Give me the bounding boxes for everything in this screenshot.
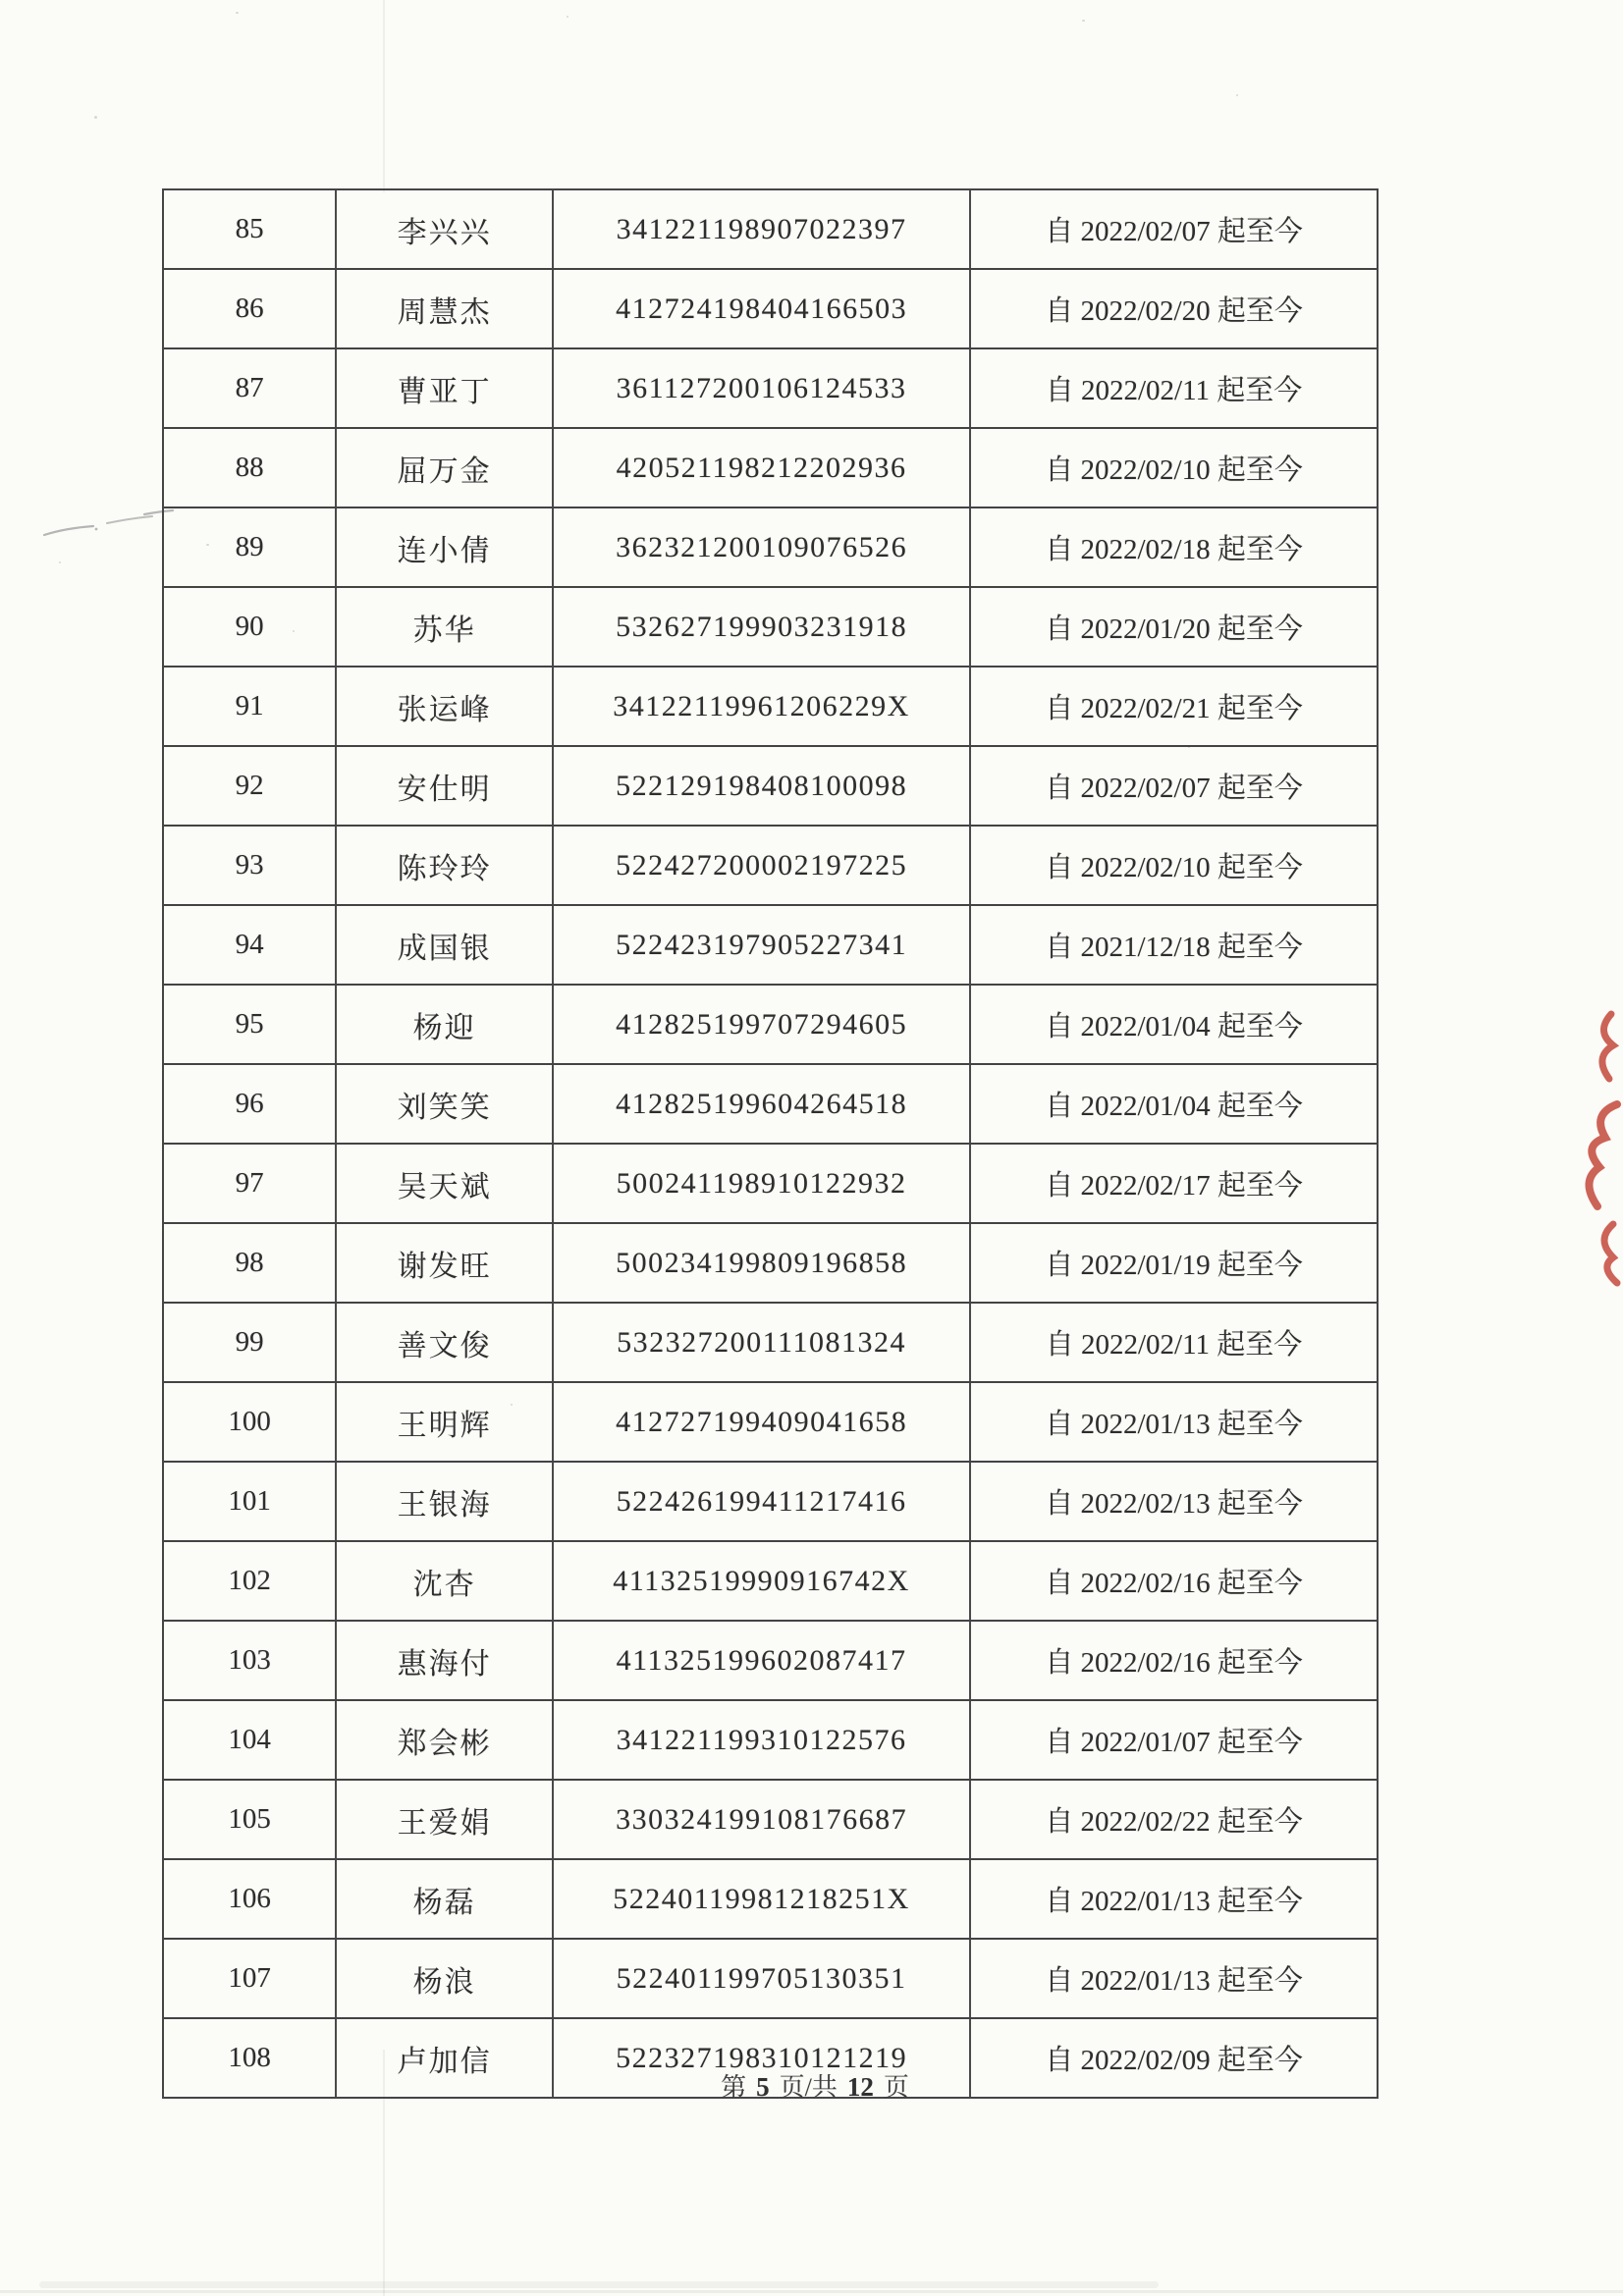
row-number: 95 [235,1008,264,1040]
person-name: 陈玲玲 [335,827,552,904]
red-stamp-artifact [1568,1006,1623,1291]
period-text: 自 2022/02/17 起至今 [969,1145,1377,1222]
id-number: 500241198910122932 [552,1145,969,1222]
table-row [164,1540,1377,1620]
id-number: 412825199604264518 [552,1065,969,1143]
id-number: 361127200106124533 [552,349,969,427]
scan-edge-line [0,2290,1623,2293]
person-name: 惠海付 [335,1622,552,1699]
id-number: 522427200002197225 [552,827,969,904]
person-name: 吴天斌 [335,1145,552,1222]
id-number: 362321200109076526 [552,508,969,586]
period-text: 自 2022/02/21 起至今 [969,667,1377,745]
row-number: 85 [235,213,264,244]
id-number: 522129198408100098 [552,747,969,825]
period-text: 自 2022/02/11 起至今 [969,349,1377,427]
id-number: 52240119981218251X [552,1860,969,1938]
footer-pages-label: 页/共 [779,2073,838,2102]
id-number: 412724198404166503 [552,270,969,347]
id-number: 41132519990916742X [552,1542,969,1620]
id-number: 522327198310121219 [552,2019,969,2097]
table-row [164,1063,1377,1143]
person-name: 杨磊 [335,1860,552,1938]
row-number: 106 [228,1883,271,1914]
person-name: 李兴兴 [335,190,552,268]
row-number: 91 [235,690,264,721]
id-number: 522423197905227341 [552,906,969,984]
total-pages: 12 [846,2072,874,2102]
scan-speck [1082,20,1085,22]
table-row [164,1620,1377,1699]
period-text: 自 2022/01/20 起至今 [969,588,1377,666]
period-text: 自 2022/02/10 起至今 [969,827,1377,904]
id-number: 522401199705130351 [552,1940,969,2017]
id-number: 412727199409041658 [552,1383,969,1461]
period-text: 自 2022/01/19 起至今 [969,1224,1377,1302]
table-row [164,825,1377,904]
person-name: 张运峰 [335,667,552,745]
id-number: 522426199411217416 [552,1463,969,1540]
period-text: 自 2022/01/13 起至今 [969,1383,1377,1461]
id-number: 532627199903231918 [552,588,969,666]
scan-smudge [39,2281,1159,2288]
footer-prefix: 第 [721,2073,747,2102]
roster-table [162,188,1379,2099]
period-text: 自 2022/02/07 起至今 [969,747,1377,825]
table-row [164,507,1377,586]
period-text: 自 2022/02/16 起至今 [969,1622,1377,1699]
table-row [164,1222,1377,1302]
id-number: 420521198212202936 [552,429,969,507]
person-name: 王银海 [335,1463,552,1540]
id-number: 330324199108176687 [552,1781,969,1858]
table-row [164,1779,1377,1858]
row-number: 88 [235,452,264,483]
id-number: 341221199310122576 [552,1701,969,1779]
person-name: 沈杏 [335,1542,552,1620]
period-text: 自 2022/02/11 起至今 [969,1304,1377,1381]
person-name: 卢加信 [335,2019,552,2097]
table-row [164,745,1377,825]
table-row [164,666,1377,745]
period-text: 自 2022/01/13 起至今 [969,1860,1377,1938]
row-number: 103 [228,1644,271,1676]
period-text: 自 2022/02/07 起至今 [969,190,1377,268]
period-text: 自 2022/02/09 起至今 [969,2019,1377,2097]
period-text: 自 2022/02/16 起至今 [969,1542,1377,1620]
table-row [164,1938,1377,2017]
period-text: 自 2022/02/10 起至今 [969,429,1377,507]
row-number: 87 [235,372,264,403]
row-number: 90 [235,611,264,642]
table-row [164,347,1377,427]
scan-speck [1236,94,1238,96]
row-number: 93 [235,849,264,881]
row-number: 102 [228,1565,271,1596]
scan-speck [94,116,97,119]
person-name: 苏华 [335,588,552,666]
table-row [164,268,1377,347]
person-name: 连小倩 [335,508,552,586]
person-name: 杨浪 [335,1940,552,2017]
table-row [164,984,1377,1063]
row-number: 107 [228,1962,271,1994]
row-number: 101 [228,1485,271,1517]
id-number: 532327200111081324 [552,1304,969,1381]
row-number: 92 [235,770,264,801]
period-text: 自 2022/02/18 起至今 [969,508,1377,586]
table-row [164,1461,1377,1540]
person-name: 周慧杰 [335,270,552,347]
period-text: 自 2022/02/20 起至今 [969,270,1377,347]
paper-crease [383,0,385,192]
scan-speck [567,16,568,18]
person-name: 王明辉 [335,1383,552,1461]
row-number: 105 [228,1803,271,1835]
person-name: 郑会彬 [335,1701,552,1779]
period-text: 自 2022/01/04 起至今 [969,986,1377,1063]
row-number: 96 [235,1088,264,1119]
row-number: 100 [228,1406,271,1437]
period-text: 自 2022/01/04 起至今 [969,1065,1377,1143]
row-number: 104 [228,1724,271,1755]
table-row [164,586,1377,666]
period-text: 自 2022/02/22 起至今 [969,1781,1377,1858]
page-footer [599,2067,1031,2104]
table-row [164,904,1377,984]
row-number: 97 [235,1167,264,1199]
table-row [164,1143,1377,1222]
person-name: 曹亚丁 [335,349,552,427]
person-name: 王爱娟 [335,1781,552,1858]
id-number: 411325199602087417 [552,1622,969,1699]
period-text: 自 2022/02/13 起至今 [969,1463,1377,1540]
person-name: 安仕明 [335,747,552,825]
period-text: 自 2022/01/13 起至今 [969,1940,1377,2017]
table-row [164,1699,1377,1779]
person-name: 善文俊 [335,1304,552,1381]
person-name: 屈万金 [335,429,552,507]
person-name: 刘笑笑 [335,1065,552,1143]
row-number: 89 [235,531,264,562]
period-text: 自 2021/12/18 起至今 [969,906,1377,984]
row-number: 98 [235,1247,264,1278]
table-row [164,1381,1377,1461]
scan-speck [236,12,239,14]
id-number: 341221198907022397 [552,190,969,268]
footer-suffix: 页 [883,2073,909,2102]
page-number: 5 [756,2072,770,2102]
row-number: 108 [228,2042,271,2073]
table-row [164,1858,1377,1938]
person-name: 谢发旺 [335,1224,552,1302]
period-text: 自 2022/01/07 起至今 [969,1701,1377,1779]
id-number: 34122119961206229X [552,667,969,745]
id-number: 412825199707294605 [552,986,969,1063]
table-row [164,190,1377,268]
row-number: 94 [235,929,264,960]
table-row [164,1302,1377,1381]
row-number: 86 [235,293,264,324]
person-name: 成国银 [335,906,552,984]
row-number: 99 [235,1326,264,1358]
person-name: 杨迎 [335,986,552,1063]
id-number: 500234199809196858 [552,1224,969,1302]
table-row [164,427,1377,507]
